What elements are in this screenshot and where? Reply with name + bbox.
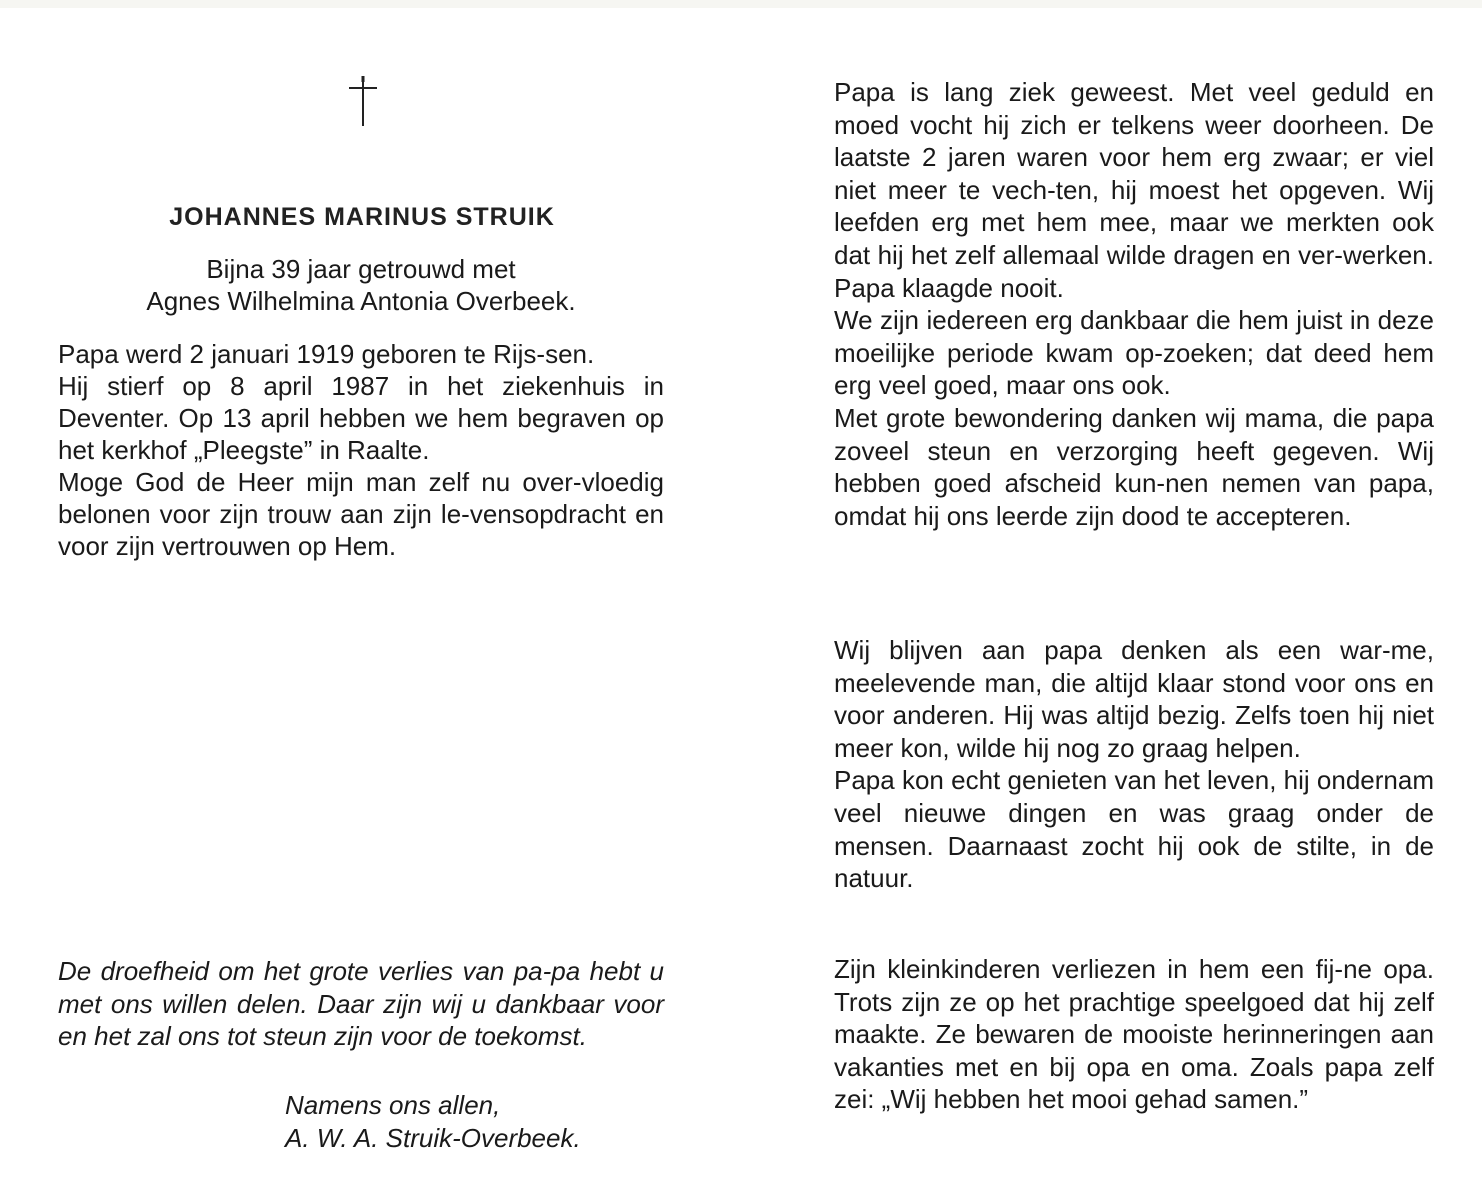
biography: [58, 338, 664, 562]
visitors-paragraph: We zijn iedereen erg dankbaar die hem juist in deze moeilijke periode kwam op-zoeken; dat deed hem erg veel goed, maar ons ook.: [834, 305, 1434, 401]
latin-cross-icon: [346, 74, 380, 128]
prayer-paragraph: Moge God de Heer mijn man zelf nu over-vloedig belonen voor zijn trouw aan zijn le-vensopdracht en voor zijn vertrouwen op Hem.: [58, 467, 664, 561]
spouse-name: Agnes Wilhelmina Antonia Overbeek.: [146, 286, 576, 316]
left-panel: [58, 0, 664, 1200]
reflection-group-3: [834, 953, 1434, 1116]
reflection-group-2: [834, 634, 1434, 895]
birth-paragraph: Papa werd 2 januari 1919 geboren te Rijs-sen.: [58, 339, 595, 369]
death-paragraph: Hij stierf op 8 april 1987 in het ziekenhuis in Deventer. Op 13 april hebben we hem begraven op het kerkhof „Pleegste” in Raalte.: [58, 371, 664, 465]
deceased-name: JOHANNES MARINUS STRUIK: [169, 203, 555, 231]
illness-paragraph: Papa is lang ziek geweest. Met veel geduld en moed vocht hij zich er telkens weer doorheen. De laatste 2 jaren waren voor hem erg zwaar; er viel niet meer te vech-ten, hij moest het opgeven. Wij leefden erg met hem mee, maar we merkten ook dat hij het zelf allemaal wilde dragen en ver-werken. Papa klaagde nooit.: [834, 77, 1434, 303]
enjoyment-paragraph: Papa kon echt genieten van het leven, hij ondernam veel nieuwe dingen en was graag onder de mensen. Daarnaast zocht hij ook de stilte, in de natuur.: [834, 765, 1434, 894]
signer-name: A. W. A. Struik-Overbeek.: [285, 1123, 581, 1153]
right-panel: [834, 0, 1434, 1200]
grandchildren-paragraph: Zijn kleinkinderen verliezen in hem een fij-ne opa. Trots zijn ze op het prachtige speelgoed dat hij zelf maakte. Ze bewaren de mooiste herinneringen aan vakanties met en bij opa en oma. Zoals papa zelf zei: „Wij hebben het mooi gehad samen.”: [834, 954, 1434, 1115]
marriage-statement: [58, 253, 664, 317]
mama-paragraph: Met grote bewondering danken wij mama, die papa zoveel steun en verzorging heeft gegeven. Wij hebben goed afscheid kun-nen nemen van papa, omdat hij ons leerde zijn dood te accepteren.: [834, 402, 1434, 531]
memory-paragraph: Wij blijven aan papa denken als een war-me, meelevende man, die altijd klaar stond voor ons en voor anderen. Hij was altijd bezig. Zelfs toen hij niet meer kon, wilde hij nog zo graag helpen.: [834, 635, 1434, 763]
reflection-group-1: [834, 76, 1434, 532]
marriage-line-1: Bijna 39 jaar getrouwd met: [206, 254, 516, 284]
signoff-line: Namens ons allen,: [285, 1090, 501, 1120]
gratitude-text: De droefheid om het grote verlies van pa-pa hebt u met ons willen delen. Daar zijn wij u dankbaar voor en het zal ons tot steun zijn voor de toekomst.: [58, 956, 664, 1051]
signature-block: [285, 1089, 581, 1155]
